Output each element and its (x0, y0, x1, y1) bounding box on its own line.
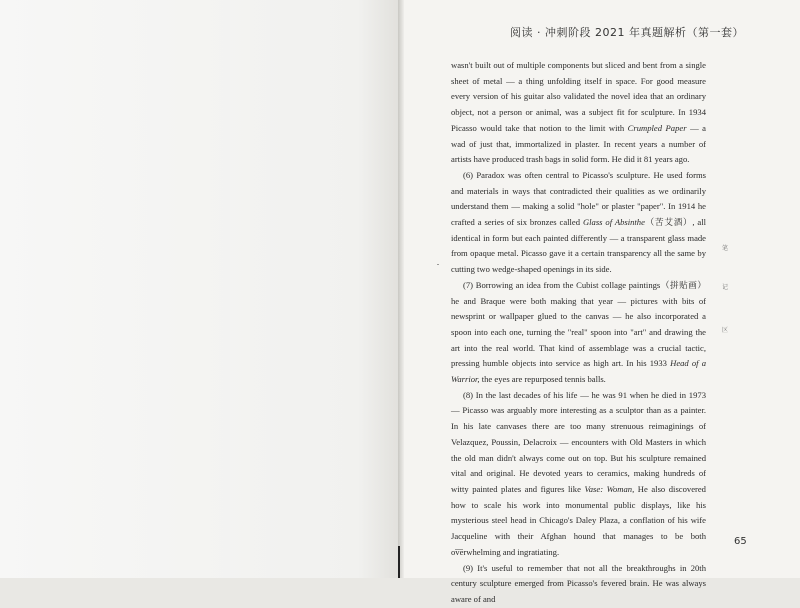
running-header: 阅读 · 冲刺阶段 2021 年真题解析（第一套） (510, 26, 744, 39)
italic-title: Crumpled Paper (627, 122, 687, 133)
paragraph-p5-tail (451, 58, 706, 168)
text-run: (6) Paradox was often central to Picasso's sculpture. He used forms and materials in ways that contradicted their qualities as we ordinarily understand them — making a solid "hole" or plaster "paper". In 1914 he crafted a series of six bronzes called (451, 169, 706, 228)
page-number: 65 (734, 536, 747, 547)
italic-title: Vase: Woman, (584, 483, 635, 494)
binding-edge-mark (398, 546, 400, 578)
text-run: — a wad of just that, immortalized in plaster. In recent years a number of artists have produced trash bags in solid form. He did it 81 years ago. (451, 122, 706, 165)
text-run: (9) It's useful to remember that not all the breakthroughs in 20th century sculpture emerged from Picasso's fevered brain. He was always aware of and (451, 562, 706, 604)
scan-speck (437, 264, 439, 265)
paragraph-p8 (451, 388, 706, 561)
italic-title: Glass of Absinthe (582, 217, 645, 228)
margin-note-char: 记 (722, 284, 729, 291)
text-run: the eyes are repurposed tennis balls. (479, 374, 606, 385)
italic-title: Head of a Warrior, (451, 358, 706, 385)
paragraph-p9 (451, 561, 706, 608)
text-run: （苦艾酒）, all identical in form but each painted differently — a transparent glass made from opaque metal. Picasso gave it a certain transparency all the same by cutting two wedge-shaped openings in its side. (451, 217, 707, 275)
paragraph-p6 (451, 168, 706, 278)
margin-note-char: 区 (722, 327, 729, 334)
text-run: (7) Borrowing an idea from the Cubist collage paintings（拼贴画）he and Braque were both making that year — pictures with bits of newsprint or wallpaper glued to the canvas — he also incorporated a spoon into each one, turning the "real" spoon into "art" and drawing the art into the real world. That kind of assemblage was a crucial tactic, pressing humble objects into service as high art. In his 1933 (451, 279, 706, 369)
article-body (451, 58, 706, 608)
margin-note-char: 笔 (722, 245, 729, 252)
text-run: wasn't built out of multiple components but sliced and bent from a single sheet of metal — a thing unfolding itself in space. For good measure every version of his guitar also validated the novel idea that an ordinary object, not a person or animal, was a subject fit for sculpture. In 1934 Picasso would take that notion to the limit with (451, 60, 706, 133)
text-run: (8) In the last decades of his life — he was 91 when he died in 1973 — Picasso was arguably more interesting as a sculptor than as a painter. In his late canvases there are too many strenuous reimaginings of Velazquez, Poussin, Delacroix — encounters with Old Masters in which the old man didn't always come out on top. But his sculpture remained vital and original. He devoted years to ceramics, making hundreds of witty painted plates and figures like (451, 389, 706, 494)
paragraph-p7 (451, 278, 706, 388)
left-page-blank (0, 0, 398, 578)
text-run: He also discovered how to scale his work into monumental public displays, like his mysterious steel head in Chicago's Daley Plaza, a conflation of his wife Jacqueline with their Afghan hound that manages to be both overwhelming and ingratiating. (451, 483, 706, 557)
